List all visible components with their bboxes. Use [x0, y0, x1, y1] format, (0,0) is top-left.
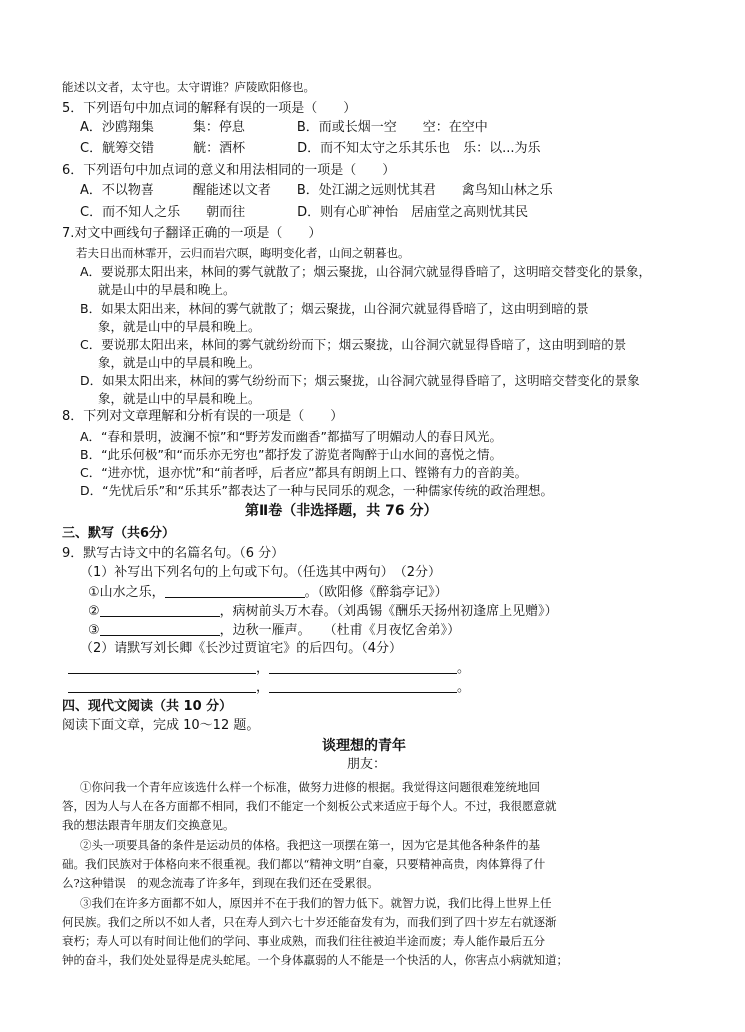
paragraph-3-line: 钟的奋斗，我们处处显得是虎头蛇尾。一个身体羸弱的人不能是一个快活的人，你害点小病就知道； [62, 953, 568, 967]
blank-line-4: ， 。 [68, 660, 470, 677]
answer-blank[interactable] [68, 660, 256, 674]
paragraph-3-line: 何民族。我们之所以不如人者，只在寿人到六七十岁还能奋发有为，而我们到了四十岁左右就逐渐 [62, 915, 557, 929]
answer-blank[interactable] [68, 679, 256, 693]
paragraph-3-line: 衰朽；寿人可以有时间让他们的学问、事业成熟，而我们往往被迫半途而废；寿人能作最后五分 [62, 934, 545, 948]
question-7-quote: 若夫日出而林霏开，云归而岩穴暝，晦明变化者，山间之朝暮也。 [76, 246, 410, 260]
question-8-option-d: D．“先忧后乐”和“乐其乐”都表达了一种与民同乐的观念，一种儒家传统的政治理想。 [80, 483, 554, 498]
question-9: 9．默写古诗文中的名篇名句。（6 分） [62, 546, 285, 561]
answer-blank[interactable] [100, 622, 220, 636]
question-5-options-ab: A．沙鸥翔集 集：停息 B．而或长烟一空 空：在空中 [80, 120, 488, 135]
part-4-heading: 四、现代文阅读（共 10 分） [62, 699, 233, 714]
blank-line-3: ③ ，边秋一雁声。 （杜甫《月夜忆舍弟》） [88, 623, 461, 638]
question-8: 8．下列对文章理解和分析有误的一项是（ ） [62, 409, 344, 424]
answer-blank[interactable] [165, 584, 305, 598]
question-9-sub-2: （2）请默写刘长卿《长沙过贾谊宅》的后四句。（4分） [80, 641, 403, 656]
article-salutation: 朋友： [347, 757, 387, 772]
paragraph-2-line: 么?这种错误 的观念流毒了许多年，到现在我们还在受累很。 [62, 876, 379, 890]
blank-line-2: ② ，病树前头万木春。（刘禹锡《酬乐天扬州初逢席上见赠》） [88, 604, 558, 619]
question-7-option-b: B．如果太阳出来，林间的雾气就散了；烟云聚拢，山谷洞穴就显得昏暗了，这由明到暗的景 [80, 301, 589, 316]
paragraph-2-line: ②头一项要具备的条件是运动员的体格。我把这一项摆在第一，因为它是其他各种条件的基 [80, 838, 540, 852]
question-7-option-d: D．如果太阳出来，林间的雾气纷纷而下；烟云聚拢，山谷洞穴就显得昏暗了，这明暗交替变化的景象 [80, 373, 640, 388]
article-title: 谈理想的青年 [322, 738, 406, 754]
part-3-heading: 三、默写（共6分） [62, 526, 176, 541]
question-5: 5．下列语句中加点词的解释有误的一项是（ ） [62, 101, 357, 116]
question-9-sub-1: （1）补写出下列名句的上句或下句。（任选其中两句） （2分） [80, 565, 442, 580]
question-7-option-d-cont: 象，就是山中的早晨和晚上。 [98, 391, 261, 406]
answer-blank[interactable] [100, 603, 220, 617]
question-6: 6．下列语句中加点词的意义和用法相同的一项是（ ） [62, 163, 396, 178]
question-8-option-b: B．“此乐何极”和“而乐亦无穷也”都抒发了游览者陶醉于山水间的喜悦之情。 [80, 447, 502, 462]
paragraph-1-line: 我的想法跟青年朋友们交换意见。 [62, 818, 235, 832]
question-7: 7.对文中画线句子翻译正确的一项是（ ） [62, 226, 322, 241]
paragraph-1-line: 答，因为人与人在各方面都不相同，我们不能定一个刻板公式来适应于每个人。不过，我很愿意就 [62, 799, 557, 813]
section-heading: 第Ⅱ卷（非选择题，共 76 分） [245, 503, 438, 519]
question-7-option-a: A．要说那太阳出来，林间的雾气就散了；烟云聚拢，山谷洞穴就显得昏暗了，这明暗交替变化的景象， [80, 264, 652, 279]
paragraph-2-line: 础。我们民族对于体格向来不很重视。我们都以“精神文明”自豪，只要精神高贵，肉体算得了什 [62, 857, 546, 871]
question-6-options-ab: A．不以物喜 醒能述以文者 B．处江湖之远则忧其君 禽鸟知山林之乐 [80, 183, 553, 198]
answer-blank[interactable] [269, 679, 457, 693]
question-5-options-cd: C．觥筹交错 觥：酒杯 D．而不知太守之乐其乐也 乐：以...为乐 [80, 141, 541, 156]
answer-blank[interactable] [269, 660, 457, 674]
question-8-option-a: A．“春和景明，波澜不惊”和“野芳发而幽香”都描写了明媚动人的春日风光。 [80, 429, 502, 444]
question-7-option-c: C．要说那太阳出来，林间的雾气就纷纷而下；烟云聚拢，山谷洞穴就显得昏暗了，这由明到暗的景 [80, 337, 627, 352]
blank-line-1: ①山水之乐， 。（欧阳修《醉翁亭记》） [88, 585, 448, 600]
paragraph-1-line: ①你问我一个青年应该选什么样一个标准，做努力进修的根据。我觉得这问题很难笼统地回 [80, 780, 540, 794]
question-6-options-cd: C．而不知人之乐 朝而往 D．则有心旷神怡 居庙堂之高则忧其民 [80, 205, 529, 220]
question-7-option-c-cont: 象，就是山中的早晨和晚上。 [98, 355, 261, 370]
reading-instruction: 阅读下面文章，完成 10～12 题。 [62, 718, 260, 733]
question-7-option-a-cont: 就是山中的早晨和晚上。 [98, 282, 236, 297]
text-line: 能述以文者，太守也。太守谓谁？庐陵欧阳修也。 [62, 80, 315, 94]
question-7-option-b-cont: 象，就是山中的早晨和晚上。 [98, 319, 261, 334]
blank-line-5: ， 。 [68, 679, 470, 696]
question-8-option-c: C．“进亦忧，退亦忧”和“前者呼，后者应”都具有朗朗上口、铿锵有力的音韵美。 [80, 465, 528, 480]
paragraph-3-line: ③我们在许多方面都不如人，原因并不在于我们的智力低下。就智力说，我们比得上世界上任 [80, 896, 552, 910]
